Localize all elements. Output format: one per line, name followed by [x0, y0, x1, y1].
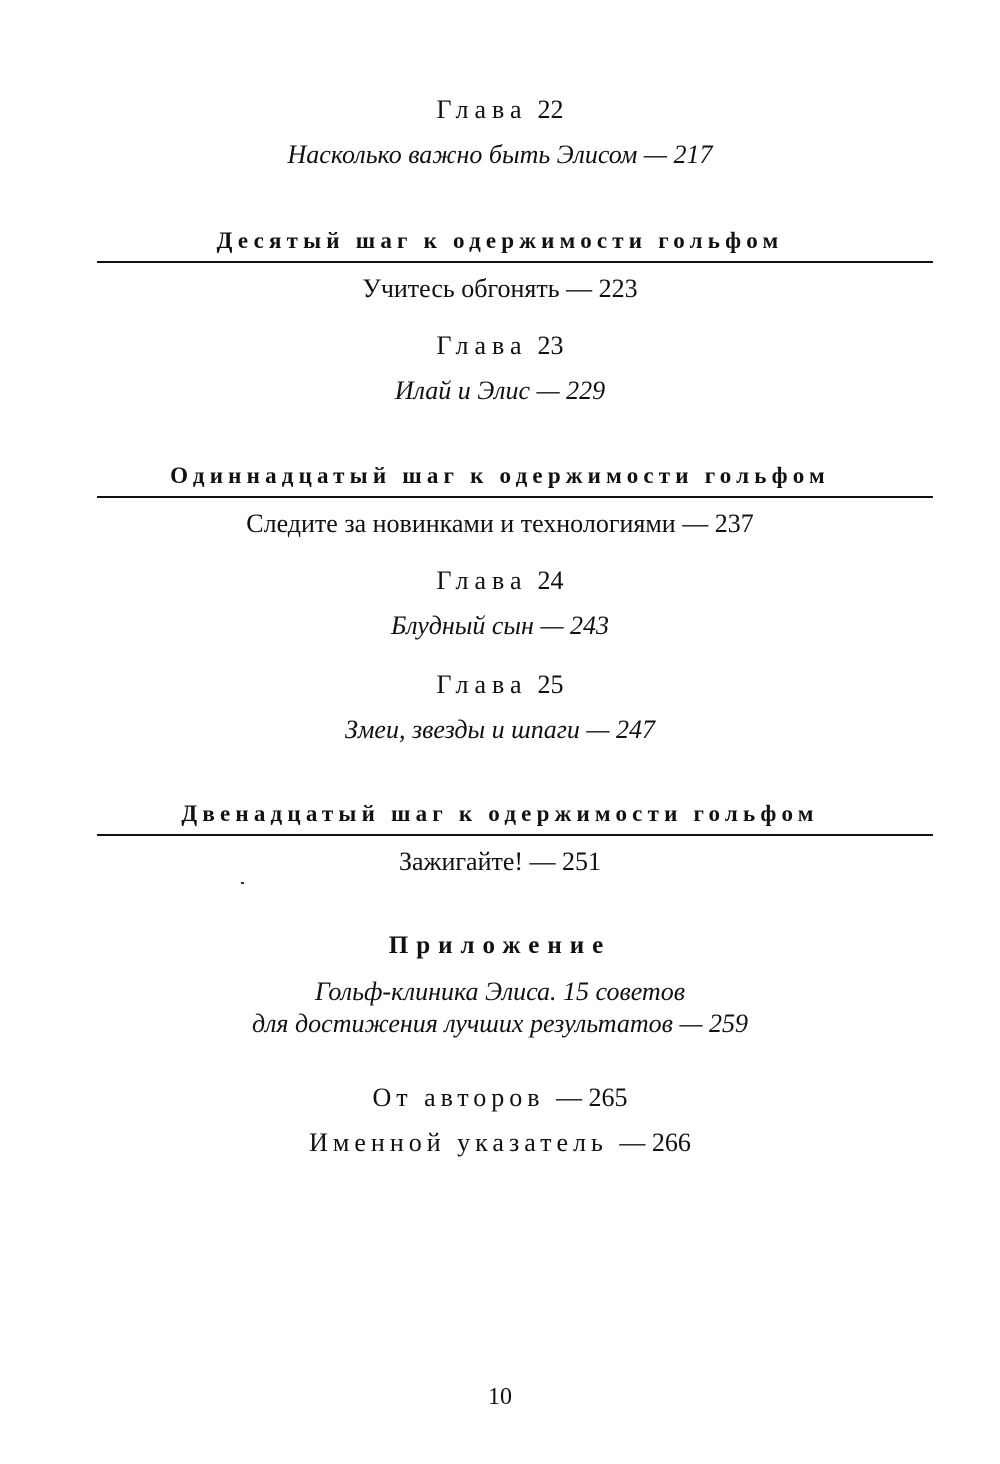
chapter-24-title: Блудный сын — 243: [390, 611, 610, 640]
step-10-heading: Десятый шаг к одержимости гольфом: [216, 228, 784, 253]
appendix-heading: Приложение: [388, 932, 612, 959]
step-11-entry: Следите за новинками и технологиями — 237: [246, 509, 754, 538]
step-11-heading: Одиннадцатый шаг к одержимости гольфом: [170, 463, 830, 488]
chapter-22-title: Насколько важно быть Элисом — 217: [287, 140, 713, 169]
chapter-23-title: Илай и Элис — 229: [394, 376, 606, 405]
chapter-25-label: Глава 25: [436, 670, 564, 699]
divider-rule: [97, 834, 933, 836]
divider-rule: [97, 496, 933, 498]
appendix-line-2: для достижения лучших результатов — 259: [251, 1009, 749, 1038]
step-12-heading: Двенадцатый шаг к одержимости гольфом: [181, 801, 819, 826]
appendix-line-1: Гольф-клиника Элиса. 15 советов: [314, 977, 685, 1006]
speck: [241, 882, 244, 884]
chapter-22-label: Глава 22: [436, 95, 564, 124]
step-10-entry: Учитесь обгонять — 223: [362, 274, 638, 303]
chapter-24-label: Глава 24: [436, 566, 564, 595]
divider-rule: [97, 261, 933, 263]
index-entry: Именной указатель — 266: [309, 1128, 691, 1157]
authors-entry: От авторов — 265: [372, 1083, 628, 1112]
chapter-23-label: Глава 23: [436, 331, 564, 360]
step-12-entry: Зажигайте! — 251: [398, 847, 602, 876]
page-number: 10: [488, 1384, 512, 1410]
chapter-25-title: Змеи, звезды и шпаги — 247: [344, 715, 656, 744]
